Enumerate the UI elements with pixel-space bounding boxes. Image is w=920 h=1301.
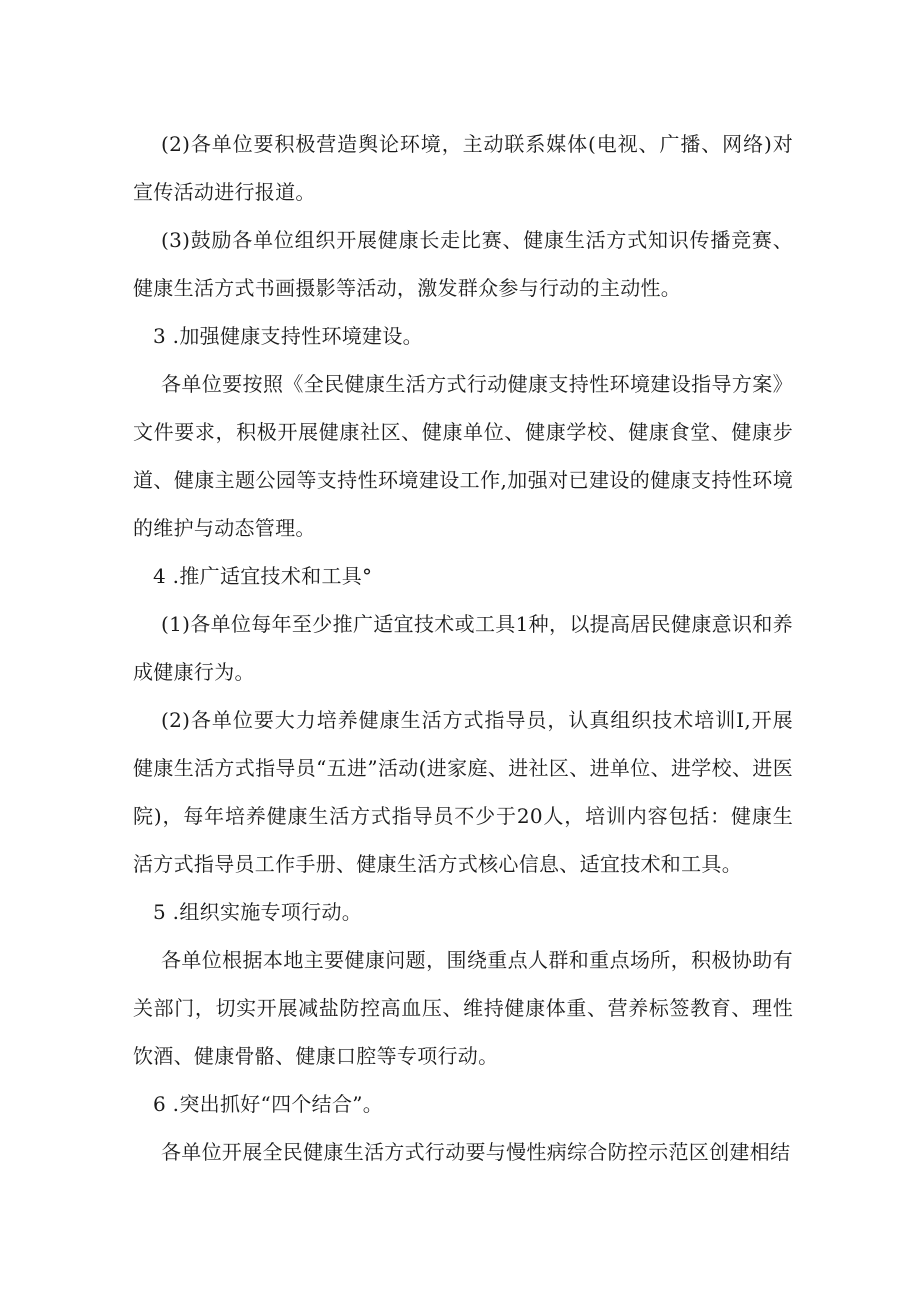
heading-special-actions: 5 .组织实施专项行动。 [153,900,363,924]
paragraph-activities: (3)鼓励各单位组织开展健康长走比赛、健康生活方式知识传播竞赛、健康生活方式书画摄影等活动，激发群众参与行动的主动性。 [133,228,793,300]
paragraph-promote-tools-2: (2)各单位要大力培养健康生活方式指导员，认真组织技术培训I,开展健康生活方式指导员“五进”活动(进家庭、进社区、进单位、进学校、进医院)，每年培养健康生活方式指导员不少于20人，培训内容包括：健康生活方式指导员工作手册、健康生活方式核心信息、适宜技术和工具。 [133,708,793,876]
heading-four-combinations: 6 .突出抓好“四个结合”。 [153,1092,384,1116]
paragraph-four-combinations: 各单位开展全民健康生活方式行动要与慢性病综合防控示范区创建相结 [161,1140,791,1164]
paragraph-special-actions: 各单位根据本地主要健康问题，围绕重点人群和重点场所，积极协助有关部门，切实开展减盐防控高血压、维持健康体重、营养标签教育、理性饮酒、健康骨骼、健康口腔等专项行动。 [133,948,793,1068]
heading-supportive-environment: 3 .加强健康支持性环境建设。 [153,324,423,348]
heading-promote-tools: 4 .推广适宜技术和工具° [153,564,373,588]
paragraph-supportive-environment: 各单位要按照《全民健康生活方式行动健康支持性环境建设指导方案》文件要求，积极开展健康社区、健康单位、健康学校、健康食堂、健康步道、健康主题公园等支持性环境建设工作,加强对已建设的健康支持性环境的维护与动态管理。 [133,372,793,540]
paragraph-promote-tools-1: (1)各单位每年至少推广适宜技术或工具1种，以提高居民健康意识和养成健康行为。 [133,612,793,684]
paragraph-media-coverage: (2)各单位要积极营造舆论环境，主动联系媒体(电视、广播、网络)对宣传活动进行报道。 [133,132,793,204]
document-body [133,120,793,1176]
